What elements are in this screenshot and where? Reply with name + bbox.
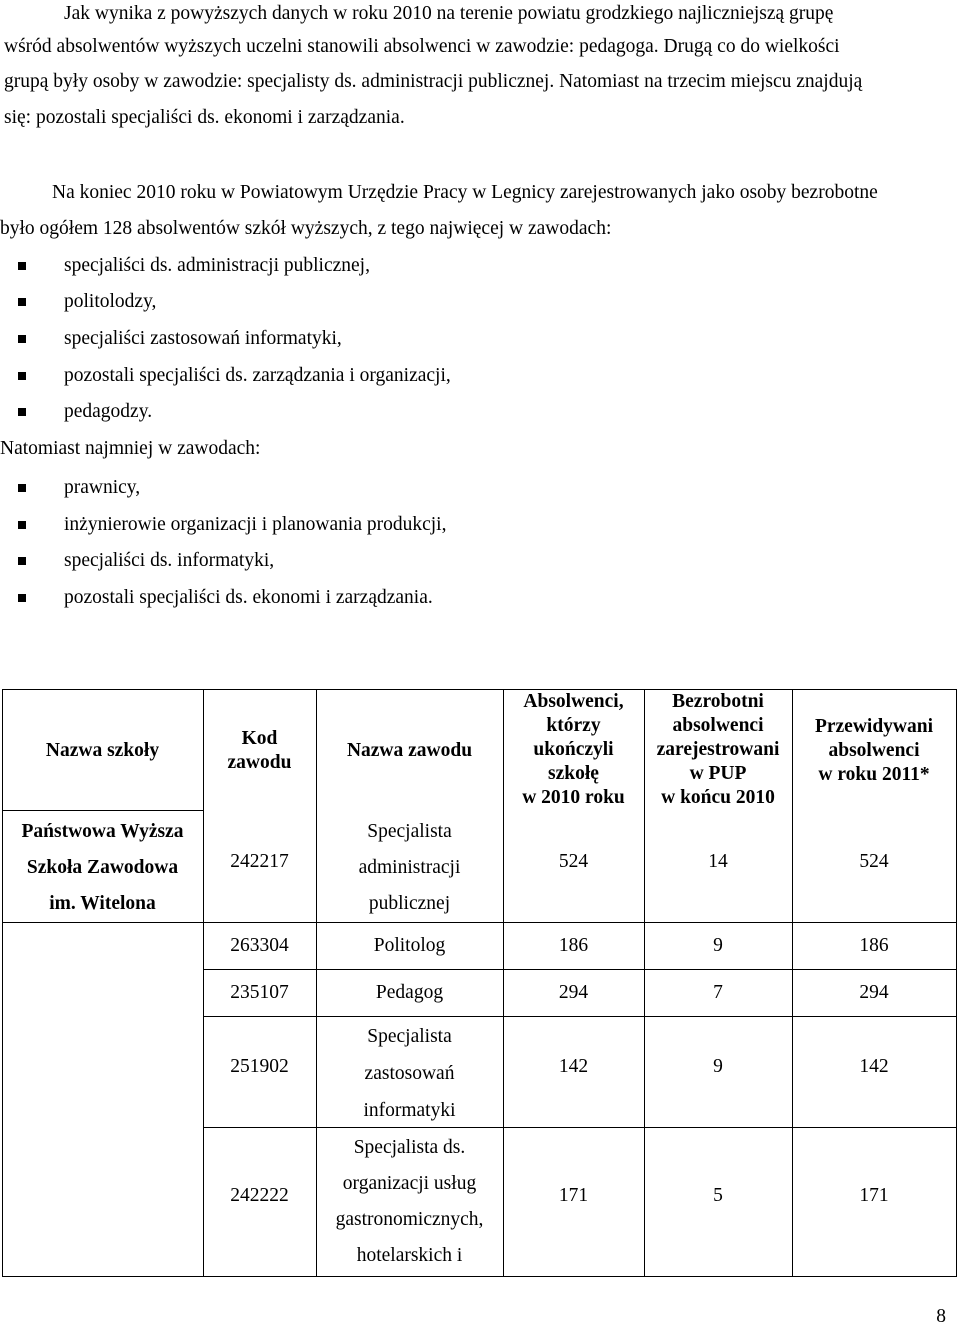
table-border	[2, 810, 203, 811]
list-item: pozostali specjaliści ds. ekonomi i zarządzania.	[64, 587, 433, 608]
paragraph-line: wśród absolwentów wyższych uczelni stanowili absolwenci w zawodzie: pedagoga. Drugą co do wielkości	[4, 36, 840, 57]
paragraph-line: było ogółem 128 absolwentów szkół wyższych, z tego najwięcej w zawodach:	[0, 218, 612, 239]
cell-forecast: 524	[859, 851, 889, 872]
list-item: specjaliści ds. administracji publicznej,	[64, 255, 370, 276]
header-unemployed: Bezrobotni absolwenci zarejestrowani w PUP w końcu 2010	[656, 691, 780, 808]
cell-code: 235107	[230, 982, 289, 1003]
list-item: pozostali specjaliści ds. zarządzania i organizacji,	[64, 365, 451, 386]
bullet-icon	[18, 262, 26, 270]
paragraph-line: się: pozostali specjaliści ds. ekonomi i zarządzania.	[4, 107, 405, 128]
header-code: Kod zawodu	[227, 728, 292, 773]
cell-forecast: 171	[859, 1185, 889, 1206]
table-border	[2, 922, 957, 923]
cell-profession: Politolog	[373, 935, 446, 956]
cell-profession: Specjalista zastosowań informatyki	[363, 1026, 456, 1121]
cell-graduates: 294	[558, 982, 589, 1003]
cell-graduates: 186	[558, 935, 589, 956]
cell-forecast: 186	[859, 935, 889, 956]
paragraph-line: grupą były osoby w zawodzie: specjalisty ds. administracji publicznej. Natomiast na trzecim miejscu znajdują	[4, 71, 863, 92]
header-school: Nazwa szkoły	[45, 740, 160, 761]
table-border	[203, 969, 957, 970]
bullet-icon	[18, 408, 26, 416]
bullet-icon	[18, 484, 26, 492]
header-forecast: Przewidywani absolwenci w roku 2011*	[814, 716, 934, 785]
bullet-icon	[18, 372, 26, 380]
cell-unemployed: 5	[713, 1185, 723, 1206]
table-border	[2, 689, 957, 690]
cell-code: 251902	[230, 1056, 289, 1077]
cell-code: 242222	[230, 1185, 289, 1206]
paragraph-line: Jak wynika z powyższych danych w roku 2010 na terenie powiatu grodzkiego najliczniejszą grupę	[64, 3, 834, 24]
cell-graduates: 171	[558, 1185, 589, 1206]
table-border	[203, 1016, 957, 1017]
least-intro: Natomiast najmniej w zawodach:	[0, 438, 261, 459]
cell-graduates: 142	[558, 1056, 589, 1077]
table-border	[2, 1276, 957, 1277]
table-border	[2, 689, 3, 1277]
cell-code: 242217	[230, 851, 289, 872]
header-profession: Nazwa zawodu	[346, 740, 473, 761]
cell-graduates: 524	[558, 851, 589, 872]
cell-unemployed: 9	[713, 935, 723, 956]
list-item: pedagodzy.	[64, 401, 153, 422]
list-item: specjaliści ds. informatyki,	[64, 550, 275, 571]
cell-forecast: 294	[859, 982, 889, 1003]
bullet-icon	[18, 298, 26, 306]
cell-unemployed: 7	[713, 982, 723, 1003]
cell-forecast: 142	[859, 1056, 889, 1077]
cell-profession: Specjalista ds. organizacji usług gastronomicznych, hotelarskich i	[335, 1137, 484, 1266]
list-item: specjaliści zastosowań informatyki,	[64, 328, 342, 349]
paragraph-line: Na koniec 2010 roku w Powiatowym Urzędzie Pracy w Legnicy zarejestrowanych jako osoby bezrobotne	[52, 182, 878, 203]
list-item: prawnicy,	[64, 477, 141, 498]
list-item: politolodzy,	[64, 291, 157, 312]
header-graduates: Absolwenci, którzy ukończyli szkołę w 2010 roku	[522, 691, 625, 808]
list-item: inżynierowie organizacji i planowania produkcji,	[64, 514, 447, 535]
cell-unemployed: 14	[708, 851, 728, 872]
table-border	[956, 689, 957, 1277]
bullet-icon	[18, 521, 26, 529]
page-number: 8	[936, 1306, 946, 1327]
bullet-icon	[18, 594, 26, 602]
bullet-icon	[18, 335, 26, 343]
cell-code: 263304	[230, 935, 289, 956]
bullet-icon	[18, 557, 26, 565]
cell-profession: Specjalista administracji publicznej	[358, 821, 461, 914]
cell-unemployed: 9	[713, 1056, 723, 1077]
cell-profession: Pedagog	[375, 982, 444, 1003]
school-name: Państwowa Wyższa Szkoła Zawodowa im. Witelona	[21, 821, 184, 914]
